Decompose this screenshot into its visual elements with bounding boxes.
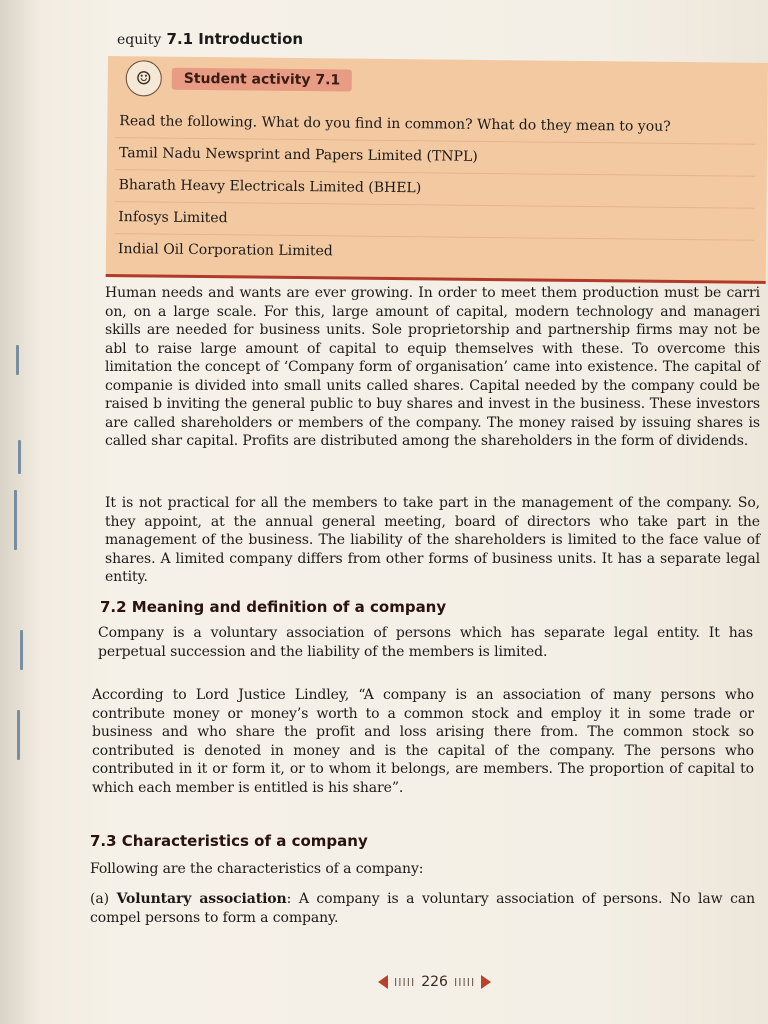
company-definition-paragraph: Company is a voluntary association of persons which has separate legal entity. It has perpetual succession and the liability of the members is limited. (98, 625, 753, 660)
section-heading-7-3: 7.3 Characteristics of a company (90, 832, 368, 850)
margin-annotations (8, 330, 38, 850)
section-heading-7-1 (117, 30, 303, 48)
activity-tag: Student activity 7.1 (172, 68, 353, 92)
section-heading-7-2: 7.2 Meaning and definition of a company (100, 598, 447, 616)
arrow-right-icon (481, 975, 491, 989)
activity-item: Indial Oil Corporation Limited (117, 241, 333, 260)
activity-prompt: Read the following. What do you find in common? What do they mean to you? (115, 106, 755, 145)
activity-item: Bharath Heavy Electricals Limited (BHEL) (114, 170, 754, 209)
intro-paragraph: Human needs and wants are ever growing. In order to meet them production must be carri on, on a large scale. For this, large amount of capital, modern technology and manageri skills are needed for business units. Sole proprietorship and partnership firms may not be abl to raise large amount of capital to equip themselves with these. To overcome this limitation the concept of ‘Company form of organisation’ came into existence. The capital of companie is divided into small units called shares. Capital needed by the company could be raised b inviting the general public to buy shares and invest in the business. These investors are called shareholders or members of the company. The money raised by issuing shares is called shar capital. Profits are distributed among the shareholders in the form of dividends. (105, 285, 760, 449)
footer-bars-left: IIIII (394, 975, 416, 989)
activity-list (114, 106, 756, 272)
arrow-left-icon (378, 975, 388, 989)
header-title: 7.1 Introduction (166, 30, 304, 48)
student-activity-box (106, 56, 768, 284)
management-paragraph: It is not practical for all the members to take part in the management of the company. So, they appoint, at the annual general meeting, board of directors who take part in the management of the business. The liability of the shareholders is limited to the face value of shares. A limited company differs from other forms of business units. It has a separate legal entity. (105, 495, 760, 585)
item-marker: (a) (90, 891, 109, 907)
characteristics-intro: Following are the characteristics of a company: (90, 861, 424, 877)
header-lead: equity (117, 32, 162, 48)
page-number: 226 (421, 974, 448, 990)
student-reading-icon: ☺ (126, 60, 162, 96)
activity-header (126, 60, 353, 98)
page-footer (378, 974, 491, 990)
activity-item: Infosys Limited (114, 202, 754, 241)
footer-bars-right: IIIII (453, 975, 476, 989)
activity-item: Tamil Nadu Newsprint and Papers Limited (TNPL) (115, 138, 755, 177)
item-term: Voluntary association (116, 891, 287, 907)
lindley-definition-paragraph: According to Lord Justice Lindley, “A company is an association of many persons who contribute money or money’s worth to a common stock and employ it in some trade or business and who share the profit and loss arising there from. The common stock so contributed is denoted in money and is the capital of the company. The persons who contributed in it or form it, or to whom it belongs, are members. The proportion of capital to which each member is entitled is his share”. (92, 687, 754, 796)
item-text: : A company is a voluntary association of persons. No law can compel persons to form a company. (90, 891, 755, 926)
characteristic-item-a (90, 890, 755, 927)
